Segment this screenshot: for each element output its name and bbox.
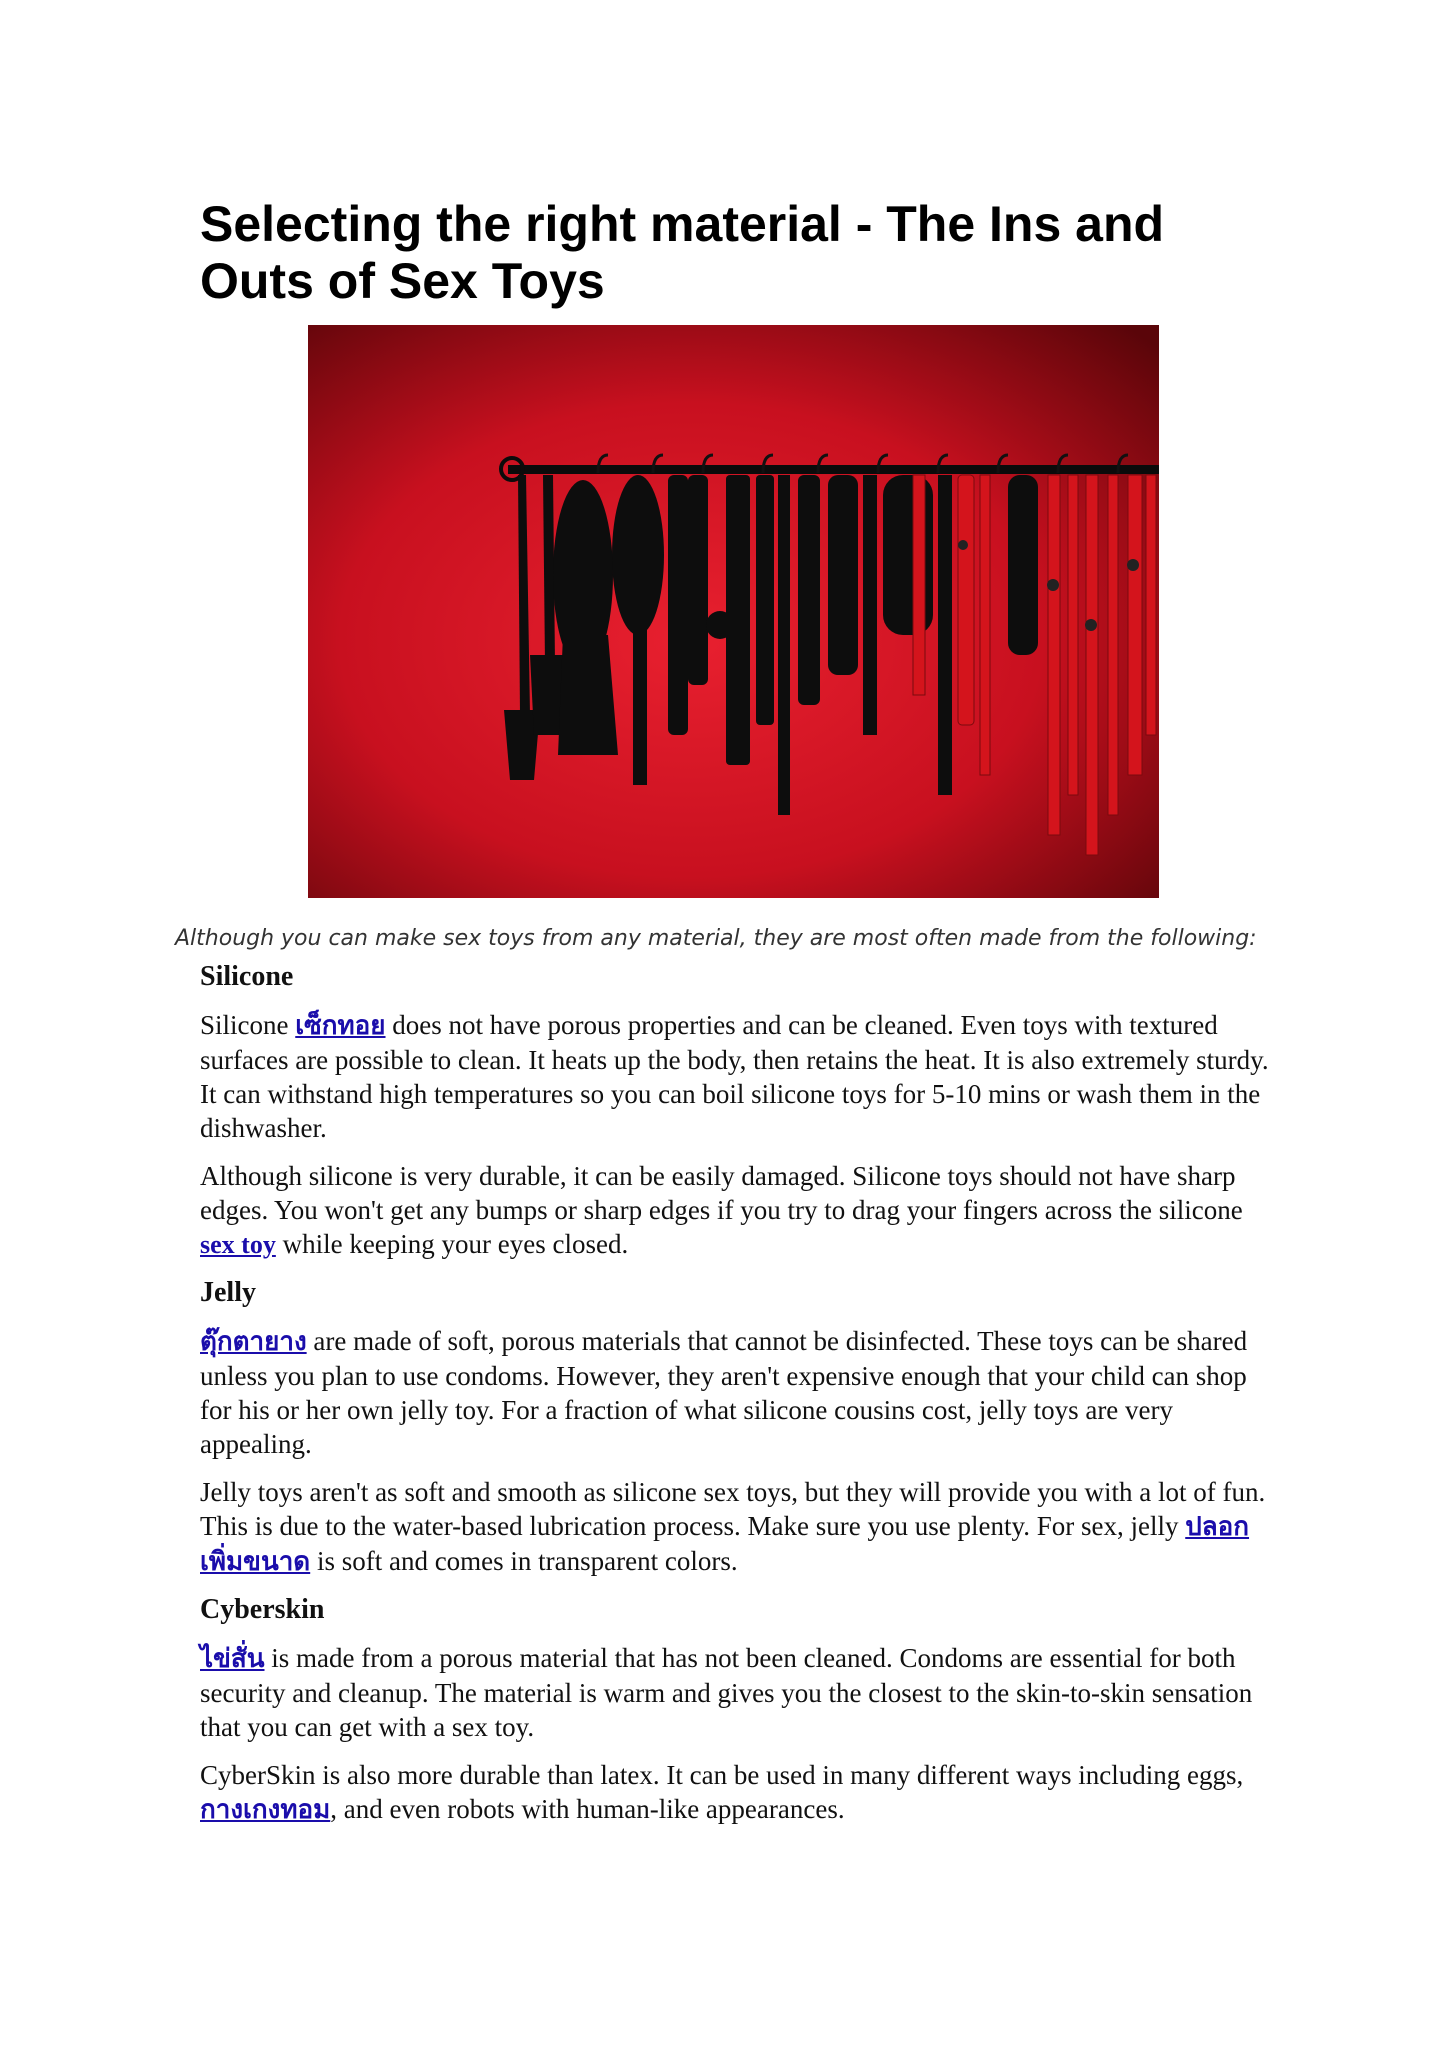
link-sex-toy[interactable]: sex toy — [200, 1230, 276, 1259]
link-sex-toy-thai[interactable]: เซ็กทอย — [295, 1011, 386, 1041]
jelly-paragraph-1 — [200, 1324, 1270, 1461]
cyberskin-paragraph-1 — [200, 1641, 1270, 1744]
article-body — [200, 960, 1270, 1841]
text-run: are made of soft, porous materials that cannot be disinfected. These toys can be shared unless you plan to use condoms. However, they aren't expensive enough that your child can shop for his or her own jelly toy. For a fraction of what silicone cousins cost, jelly toys are very appealing. — [200, 1326, 1248, 1459]
text-run: Silicone — [200, 1010, 296, 1040]
text-run: is made from a porous material that has not been cleaned. Condoms are essential for both security and cleanup. The material is warm and gives you the closest to the skin-to-skin sensation that you can get with a sex toy. — [200, 1643, 1253, 1742]
text-run: does not have porous properties and can be cleaned. Even toys with textured surfaces are possible to clean. It heats up the body, then retains the heat. It is also extremely sturdy. It can withstand high temperatures so you can boil silicone toys for 5-10 mins or wash them in the dishwasher. — [200, 1010, 1269, 1143]
section-heading-silicone: Silicone — [200, 961, 294, 992]
text-run: while keeping your eyes closed. — [275, 1229, 629, 1259]
link-extender-sleeve-thai[interactable]: ปลอกเพิ่มขนาด — [200, 1512, 1250, 1577]
text-run: Although silicone is very durable, it can be easily damaged. Silicone toys should not have sharp edges. You won't get any bumps or sharp edges if you try to drag your fingers across the silicone — [200, 1161, 1243, 1225]
text-run: Jelly toys aren't as soft and smooth as silicone sex toys, but they will provide you with a lot of fun. This is due to the water-based lubrication process. Make sure you use plenty. For sex, jelly — [200, 1477, 1266, 1541]
link-rubber-doll-thai[interactable]: ตุ๊กตายาง — [200, 1327, 307, 1357]
section-heading-cyberskin: Cyberskin — [200, 1594, 325, 1625]
intro-caption: Although you can make sex toys from any material, they are most often made from the following: — [175, 926, 1257, 951]
silicone-paragraph-1 — [200, 1008, 1270, 1145]
page-title: Selecting the right material - The Ins and Outs of Sex Toys — [200, 196, 1165, 309]
text-run: is soft and comes in transparent colors. — [310, 1546, 738, 1576]
link-tom-pants-thai[interactable]: กางเกงทอม — [200, 1795, 331, 1825]
text-run: CyberSkin is also more durable than latex. It can be used in many different ways including eggs, — [200, 1760, 1244, 1790]
hero-image — [308, 325, 1159, 898]
section-heading-jelly: Jelly — [200, 1277, 256, 1308]
jelly-paragraph-2 — [200, 1475, 1270, 1579]
cyberskin-paragraph-2 — [200, 1758, 1270, 1827]
silicone-paragraph-2 — [200, 1159, 1270, 1262]
link-vibrator-egg-thai[interactable]: ไข่สั่น — [200, 1644, 265, 1674]
text-run: , and even robots with human-like appearances. — [330, 1794, 845, 1824]
